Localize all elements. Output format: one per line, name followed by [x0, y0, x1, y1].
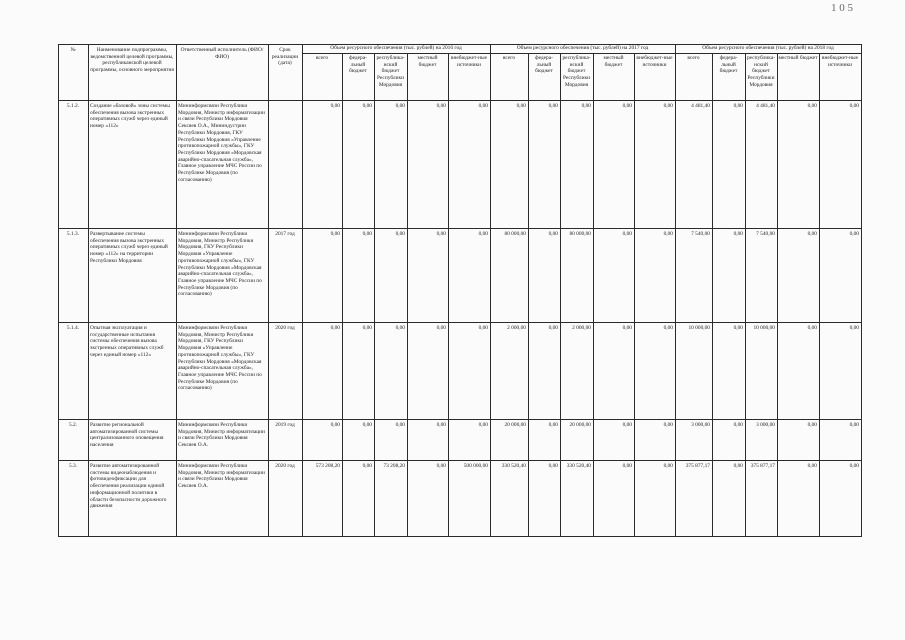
col-subheader: республика-нский бюджет Республики Мордовия	[562, 55, 591, 88]
row-value: 0,00	[733, 231, 743, 237]
row-value: 0,00	[622, 103, 632, 109]
row-name: Опытная эксплуатация и государственные испытания системы обеспечения вызова экстренных оперативных служб через единый номер «112»	[90, 325, 164, 358]
col-subheader: всего	[502, 55, 516, 61]
row-executor: Мининформсвязи Республики Мордовия, Министр информатизации и связи Республики Мордовия Сексяев О.А., Мининдустрии Республики Мордовия, ГКУ Республики Мордовия «Управление противопожарной службы», ГКУ Республики Мордовия «Мордовская аварийно-спасательная служба», Главное управление МЧС России по Республике Мордовия (по согласованию)	[178, 103, 265, 183]
col-subheader: федера-льный бюджет	[719, 55, 738, 75]
row-term	[269, 103, 301, 111]
row-value: 3 000,00	[691, 422, 710, 428]
row-value: 375 877,17	[750, 463, 775, 469]
col-subheader: внебюджет-ные источники	[821, 55, 859, 68]
row-value: 0,00	[663, 422, 673, 428]
col-subheader: местный бюджет	[778, 55, 818, 61]
row-value: 73 208,20	[383, 463, 405, 469]
row-value: 7 540,00	[691, 231, 710, 237]
table-row-line	[58, 419, 861, 420]
row-value: 0,00	[436, 325, 446, 331]
row-value: 80 000,00	[569, 231, 591, 237]
col-subheader: местный бюджет	[603, 55, 624, 68]
row-value: 20 000,00	[569, 422, 591, 428]
row-value: 0,00	[548, 325, 558, 331]
col-header-term: Срок реализации (дата)	[271, 47, 299, 67]
row-value: 10 000,00	[753, 325, 775, 331]
row-name: Развертывание системы обеспечения вызова экстренных оперативных служб через единый номер «112» на территории Республики Мордовия	[90, 231, 168, 264]
row-value: 0,00	[362, 463, 372, 469]
row-value: 0,00	[436, 463, 446, 469]
row-executor: Мининформсвязи Республики Мордовия, Министр Республики Мордовия, ГКУ Республики Мордовия «Управление противопожарной службы», ГКУ Республики Мордовия «Мордовская аварийно-спасательная служба», Главное управление МЧС России по Республике Мордовия (по согласованию)	[178, 231, 262, 298]
row-value: 0,00	[478, 422, 488, 428]
row-value: 4 481,40	[756, 103, 775, 109]
col-subheader: федера-льный бюджет	[349, 55, 367, 75]
row-value: 500 000,00	[463, 463, 488, 469]
row-value: 0,00	[581, 103, 591, 109]
col-subheader: внебюджет-ные источники	[450, 55, 488, 68]
row-value: 20 000,00	[504, 422, 526, 428]
row-value: 0,00	[622, 463, 632, 469]
row-value: 2 000,00	[572, 325, 591, 331]
col-header-name: Наименование подпрограммы, ведомственной целевой программы, республиканской целевой программы, основного мероприятия	[90, 47, 174, 74]
row-value: 573 208,20	[315, 463, 340, 469]
col-subheader: местный бюджет	[417, 55, 438, 68]
row-value: 0,00	[733, 103, 743, 109]
row-value: 0,00	[663, 463, 673, 469]
row-value: 375 877,17	[685, 463, 710, 469]
col-group-header: Объем ресурсного обеспечения (тыс. рублей) на 2017 год	[516, 45, 649, 51]
col-header-executor: Ответственный исполнитель (ФИО/ФИО)	[180, 47, 264, 60]
row-value: 0,00	[849, 103, 859, 109]
row-value: 0,00	[395, 422, 405, 428]
row-value: 0,00	[516, 103, 526, 109]
row-name: Развитие автоматизированной системы видеонаблюдения и фотовидеофиксации для обеспечения реализации единой информационной политики в области безопасности дорожного движения	[90, 463, 167, 510]
col-subheader: всего	[687, 55, 700, 61]
table-row-line	[58, 100, 861, 101]
row-value: 0,00	[807, 463, 817, 469]
row-value: 0,00	[663, 231, 673, 237]
row-value: 7 540,00	[756, 231, 775, 237]
row-value: 0,00	[330, 103, 340, 109]
row-value: 0,00	[548, 463, 558, 469]
row-term: 2020 год	[275, 325, 295, 331]
row-value: 0,00	[395, 325, 405, 331]
row-value: 0,00	[436, 103, 446, 109]
row-value: 0,00	[478, 103, 488, 109]
row-number: 5.1.3.	[66, 231, 80, 237]
row-value: 0,00	[733, 463, 743, 469]
row-value: 0,00	[807, 103, 817, 109]
row-executor: Мининформсвязи Республики Мордовия, Министр информатизации и связи Республики Мордовия Сексяев О.А.	[178, 463, 265, 490]
table-row-line	[58, 460, 861, 461]
row-value: 0,00	[807, 231, 817, 237]
col-group-header: Объем ресурсного обеспечения (тыс. рублей) на 2016 год	[330, 45, 462, 51]
row-value: 0,00	[849, 325, 859, 331]
row-value: 0,00	[807, 325, 817, 331]
col-subheader: республика-нский бюджет Республики Мордовия	[376, 55, 405, 88]
row-value: 0,00	[807, 422, 817, 428]
row-value: 0,00	[849, 422, 859, 428]
row-term: 2017 год	[275, 231, 295, 237]
row-value: 0,00	[330, 422, 340, 428]
row-value: 0,00	[548, 231, 558, 237]
row-value: 0,00	[436, 422, 446, 428]
row-executor: Мининформсвязи Республики Мордовия, Министр Республики Мордовия, ГКУ Республики Мордовия «Управление противопожарной службы», ГКУ Республики Мордовия «Мордовская аварийно-спасательная служба», Главное управление МЧС России по Республике Мордовия (по согласованию)	[178, 325, 262, 392]
row-value: 0,00	[733, 422, 743, 428]
row-number: 5.3.	[68, 463, 78, 469]
row-term: 2020 год	[275, 463, 295, 469]
col-subheader: внебюджет-ные источники	[636, 55, 673, 68]
col-header-num: №	[70, 47, 76, 53]
row-value: 0,00	[330, 231, 340, 237]
row-executor: Мининформсвязи Республики Мордовия, Министр информатизации и связи Республики Мордовия Сексяев О.А.	[178, 422, 265, 449]
row-value: 0,00	[663, 103, 673, 109]
row-name: Развитие региональной автоматизированной системы централизованного оповещения населения	[90, 422, 164, 449]
row-value: 0,00	[548, 422, 558, 428]
row-value: 0,00	[622, 231, 632, 237]
row-number: 5.1.4.	[66, 325, 80, 331]
row-value: 0,00	[362, 231, 372, 237]
page-number: 1 0 5	[831, 2, 853, 14]
table-row-line	[58, 536, 861, 537]
row-value: 10 000,00	[688, 325, 710, 331]
row-value: 0,00	[362, 103, 372, 109]
row-value: 330 520,40	[501, 463, 526, 469]
row-value: 0,00	[395, 231, 405, 237]
row-name: Создание «базовой» зоны системы обеспечения вызова экстренных оперативных служб через единый номер «112»	[90, 103, 170, 130]
row-value: 330 520,40	[566, 463, 591, 469]
row-term: 2019 год	[275, 422, 295, 428]
row-value: 0,00	[849, 231, 859, 237]
row-value: 0,00	[478, 231, 488, 237]
row-value: 2 000,00	[507, 325, 526, 331]
row-number: 5.1.2.	[66, 103, 80, 109]
row-value: 80 000,00	[504, 231, 526, 237]
row-value: 0,00	[362, 422, 372, 428]
table-row-line	[58, 322, 861, 323]
col-group-header: Объем ресурсного обеспечения (тыс. рублей) на 2018 год	[702, 45, 834, 51]
row-value: 0,00	[622, 422, 632, 428]
table-col-line	[861, 44, 862, 537]
row-value: 0,00	[849, 463, 859, 469]
table-row-line	[58, 228, 861, 229]
row-value: 0,00	[362, 325, 372, 331]
col-subheader: всего	[315, 55, 329, 61]
table-col-line	[58, 44, 59, 537]
col-subheader: республика-нский бюджет Республики Мордовия	[746, 55, 776, 88]
row-value: 4 481,40	[691, 103, 710, 109]
row-value: 0,00	[548, 103, 558, 109]
row-value: 3 000,00	[756, 422, 775, 428]
row-value: 0,00	[733, 325, 743, 331]
budget-table	[58, 44, 863, 536]
table-col-line	[176, 44, 177, 537]
row-value: 0,00	[478, 325, 488, 331]
row-value: 0,00	[622, 325, 632, 331]
row-value: 0,00	[330, 325, 340, 331]
row-value: 0,00	[395, 103, 405, 109]
row-value: 0,00	[663, 325, 673, 331]
col-subheader: федера-льный бюджет	[535, 55, 553, 75]
row-number: 5.2.	[68, 422, 78, 428]
row-value: 0,00	[436, 231, 446, 237]
table-col-line	[88, 44, 89, 537]
